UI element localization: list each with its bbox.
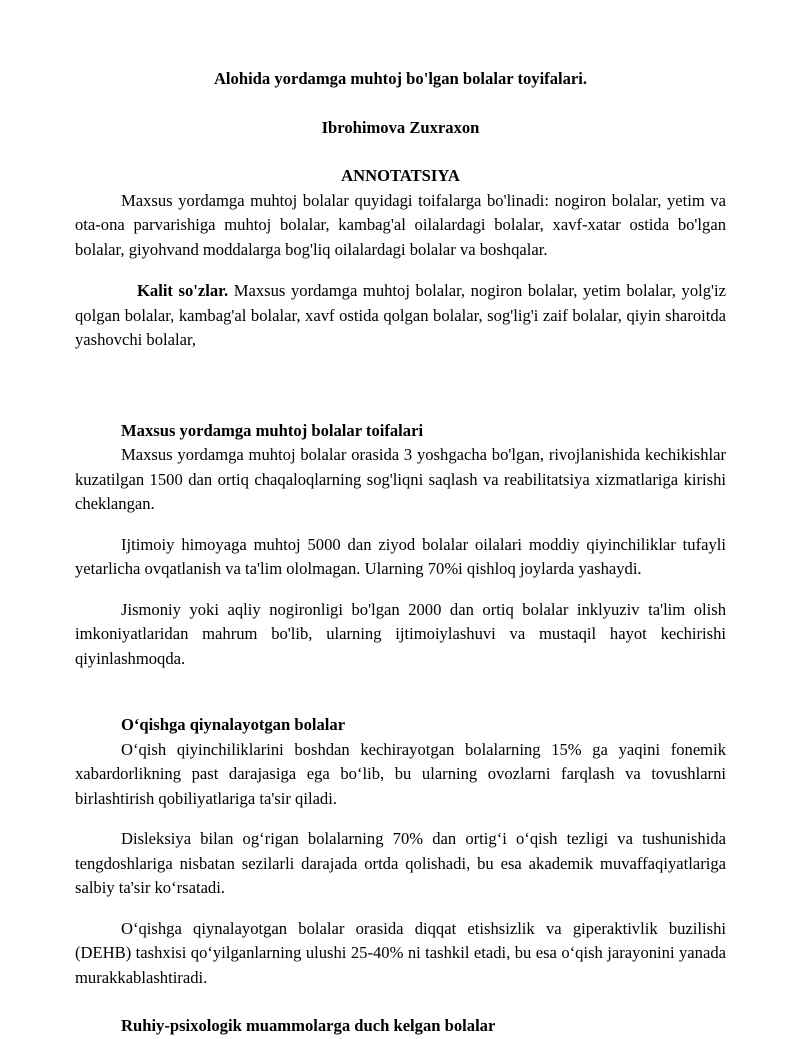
- section-paragraph: O‘qish qiyinchiliklarini boshdan kechirayotgan bolalarning 15% ga yaqini fonemik xabardorlikning past darajasiga ega bo‘lib, bu ularning ovozlarni farqlash va tovushlarni birlashtirish qobiliyatlariga ta'sir qiladi.: [75, 739, 726, 808]
- author-name: Ibrohimova Zuxraxon: [321, 117, 480, 137]
- section-heading: Maxsus yordamga muhtoj bolalar toifalari: [121, 420, 424, 440]
- keywords-text: Maxsus yordamga muhtoj bolalar, nogiron bolalar, yetim bolalar, yolg'iz qolgan bolalar, kambag'al bolalar, xavf ostida qolgan bolalar, sog'lig'i zaif bolalar, qiyin sharoitda yashovchi bolalar,: [75, 281, 726, 349]
- section-paragraph: Jismoniy yoki aqliy nogironligi bo'lgan 2000 dan ortiq bolalar inklyuziv ta'lim olish imkoniyatlaridan mahrum bo'lib, ularning ijtimoiylashuvi va mustaqil hayot kechirishi qiyinlashmoqda.: [75, 599, 726, 668]
- annotation-heading: ANNOTATSIYA: [341, 166, 460, 185]
- section-heading: O‘qishga qiynalayotgan bolalar: [121, 715, 346, 734]
- keywords-paragraph: [75, 279, 726, 353]
- section-paragraph: O‘qishga qiynalayotgan bolalar orasida diqqat etishsizlik va giperaktivlik buzilishi (DEHB) tashxisi qo‘yilganlarning ulushi 25-40% ni tashkil etadi, bu esa o‘qish jarayonini yanada murakkablashtiradi.: [75, 918, 726, 987]
- section-paragraph: Disleksiya bilan og‘rigan bolalarning 70% dan ortig‘i o‘qish tezligi va tushunishida tengdoshlariga nisbatan sezilarli darajada ortda qolishadi, bu esa akademik muvaffaqiyatlariga salbiy ta'sir ko‘rsatadi.: [75, 829, 726, 897]
- document-title: Alohida yordamga muhtoj bo'lgan bolalar toyifalari.: [213, 69, 588, 88]
- section-paragraph: Ijtimoiy himoyaga muhtoj 5000 dan ziyod bolalar oilalari moddiy qiyinchiliklar tufayli yetarlicha ovqatlanish va ta'lim ololmagan. Ularning 70%i qishloq joylarda yashaydi.: [75, 534, 726, 578]
- section-paragraph: Maxsus yordamga muhtoj bolalar orasida 3 yoshgacha bo'lgan, rivojlanishida kechikishlar kuzatilgan 1500 dan ortiq chaqaloqlarning sog'liqni saqlash va reabilitatsiya xizmatlariga kirishi cheklangan.: [75, 445, 726, 513]
- keywords-label: Kalit so'zlar.: [137, 281, 229, 300]
- annotation-paragraph: Maxsus yordamga muhtoj bolalar quyidagi toifalarga bo'linadi: nogiron bolalar, yetim va ota-ona parvarishiga muhtoj bolalar, kambag'al oilalardagi bolalar, xavf-xatar ostida bo'lgan bolalar, giyohvand moddalarga bog'liq oilalardagi bolalar va boshqalar.: [75, 190, 726, 259]
- section-heading: Ruhiy-psixologik muammolarga duch kelgan bolalar: [121, 1016, 496, 1035]
